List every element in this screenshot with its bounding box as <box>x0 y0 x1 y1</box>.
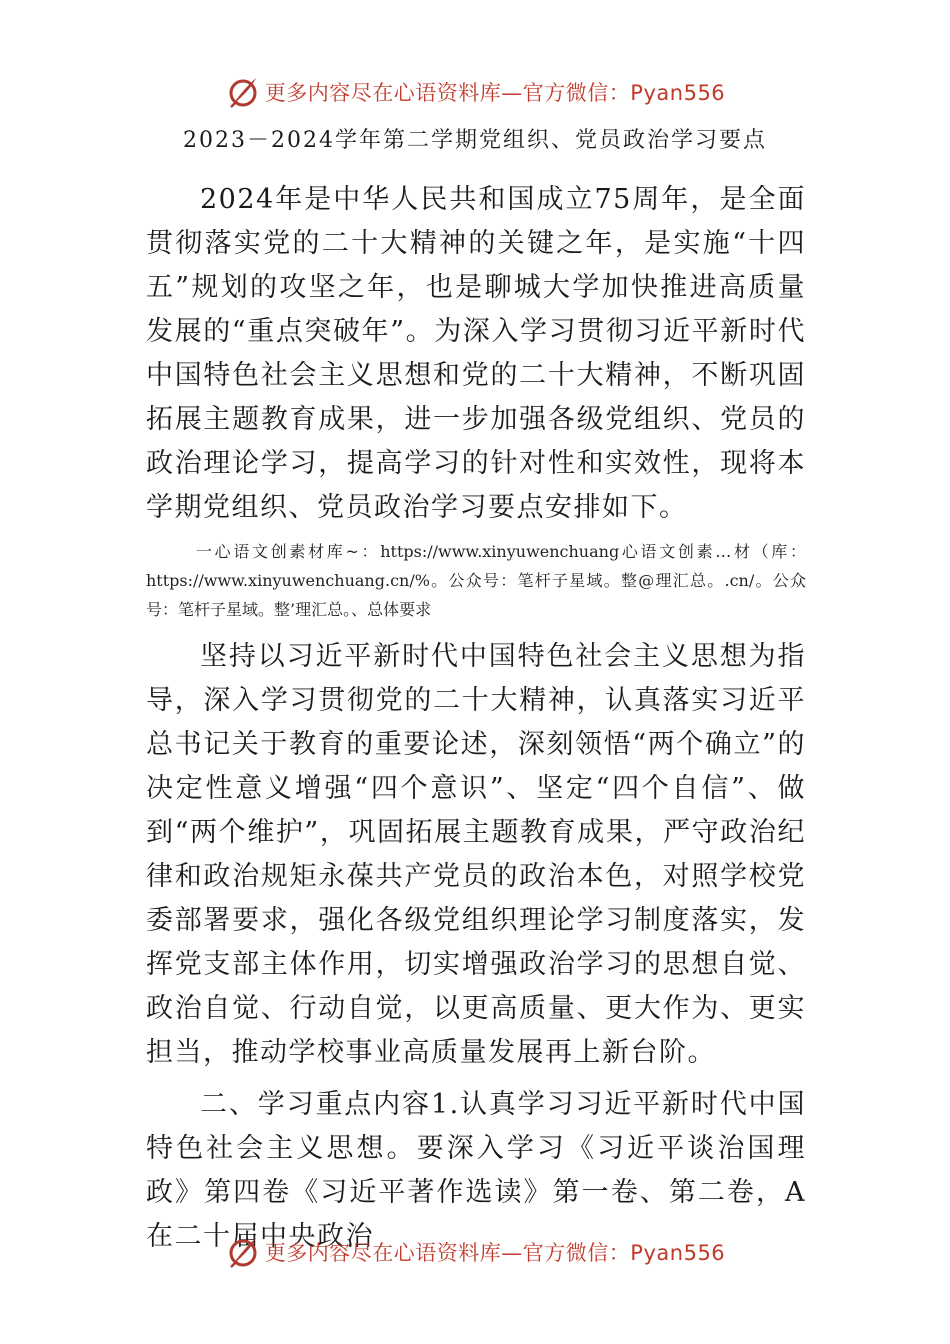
quill-logo-icon <box>225 1234 261 1270</box>
paragraph-key-content: 二、学习重点内容1.认真学习习近平新时代中国特色社会主义思想。要深入学习《习近平谈治国理政》第四卷《习近平著作选读》第一卷、第二卷，A在二十届中央政治 <box>146 1089 806 1252</box>
header-banner[interactable] <box>0 72 950 112</box>
paragraph-general-requirements: 坚持以习近平新时代中国特色社会主义思想为指导，深入学习贯彻党的二十大精神，认真落实习近平总书记关于教育的重要论述，深刻领悟“两个确立”的决定性意义增强“四个意识”、坚定“四个自信”、做到“两个维护”，巩固拓展主题教育成果，严守政治纪律和政治规矩永葆共产党员的政治本色，对照学校党委部署要求，强化各级党组织理论学习制度落实，发挥党支部主体作用，切实增强政治学习的思想自觉、政治自觉、行动自觉，以更高质量、更大作为、更实担当，推动学校事业高质量发展再上新台阶。 <box>146 641 806 1068</box>
watermark-note: 一心语文创素材库~：https://www.xinyuwenchuang心语文创素…材（库：https://www.xinyuwenchuang.cn/%。公众号：笔杆子星域。整@理汇总。.cn/。公众号：笔杆子星域。整’理汇总。、总体要求 <box>146 542 806 619</box>
footer-banner-text: 更多内容尽在心语资料库—官方微信：Pyan556 <box>264 1241 726 1265</box>
paragraph-intro: 2024年是中华人民共和国成立75周年，是全面贯彻落实党的二十大精神的关键之年，是实施“十四五”规划的攻坚之年，也是聊城大学加快推进高质量发展的“重点突破年”。为深入学习贯彻习近平新时代中国特色社会主义思想和党的二十大精神，不断巩固拓展主题教育成果，进一步加强各级党组织、党员的政治理论学习，提高学习的针对性和实效性，现将本学期党组织、党员政治学习要点安排如下。 <box>146 184 806 523</box>
footer-banner[interactable] <box>0 1232 950 1272</box>
header-banner-text: 更多内容尽在心语资料库—官方微信：Pyan556 <box>264 81 726 105</box>
document-title: 2023－2024学年第二学期党组织、党员政治学习要点 <box>183 128 767 153</box>
quill-logo-icon <box>225 74 261 110</box>
